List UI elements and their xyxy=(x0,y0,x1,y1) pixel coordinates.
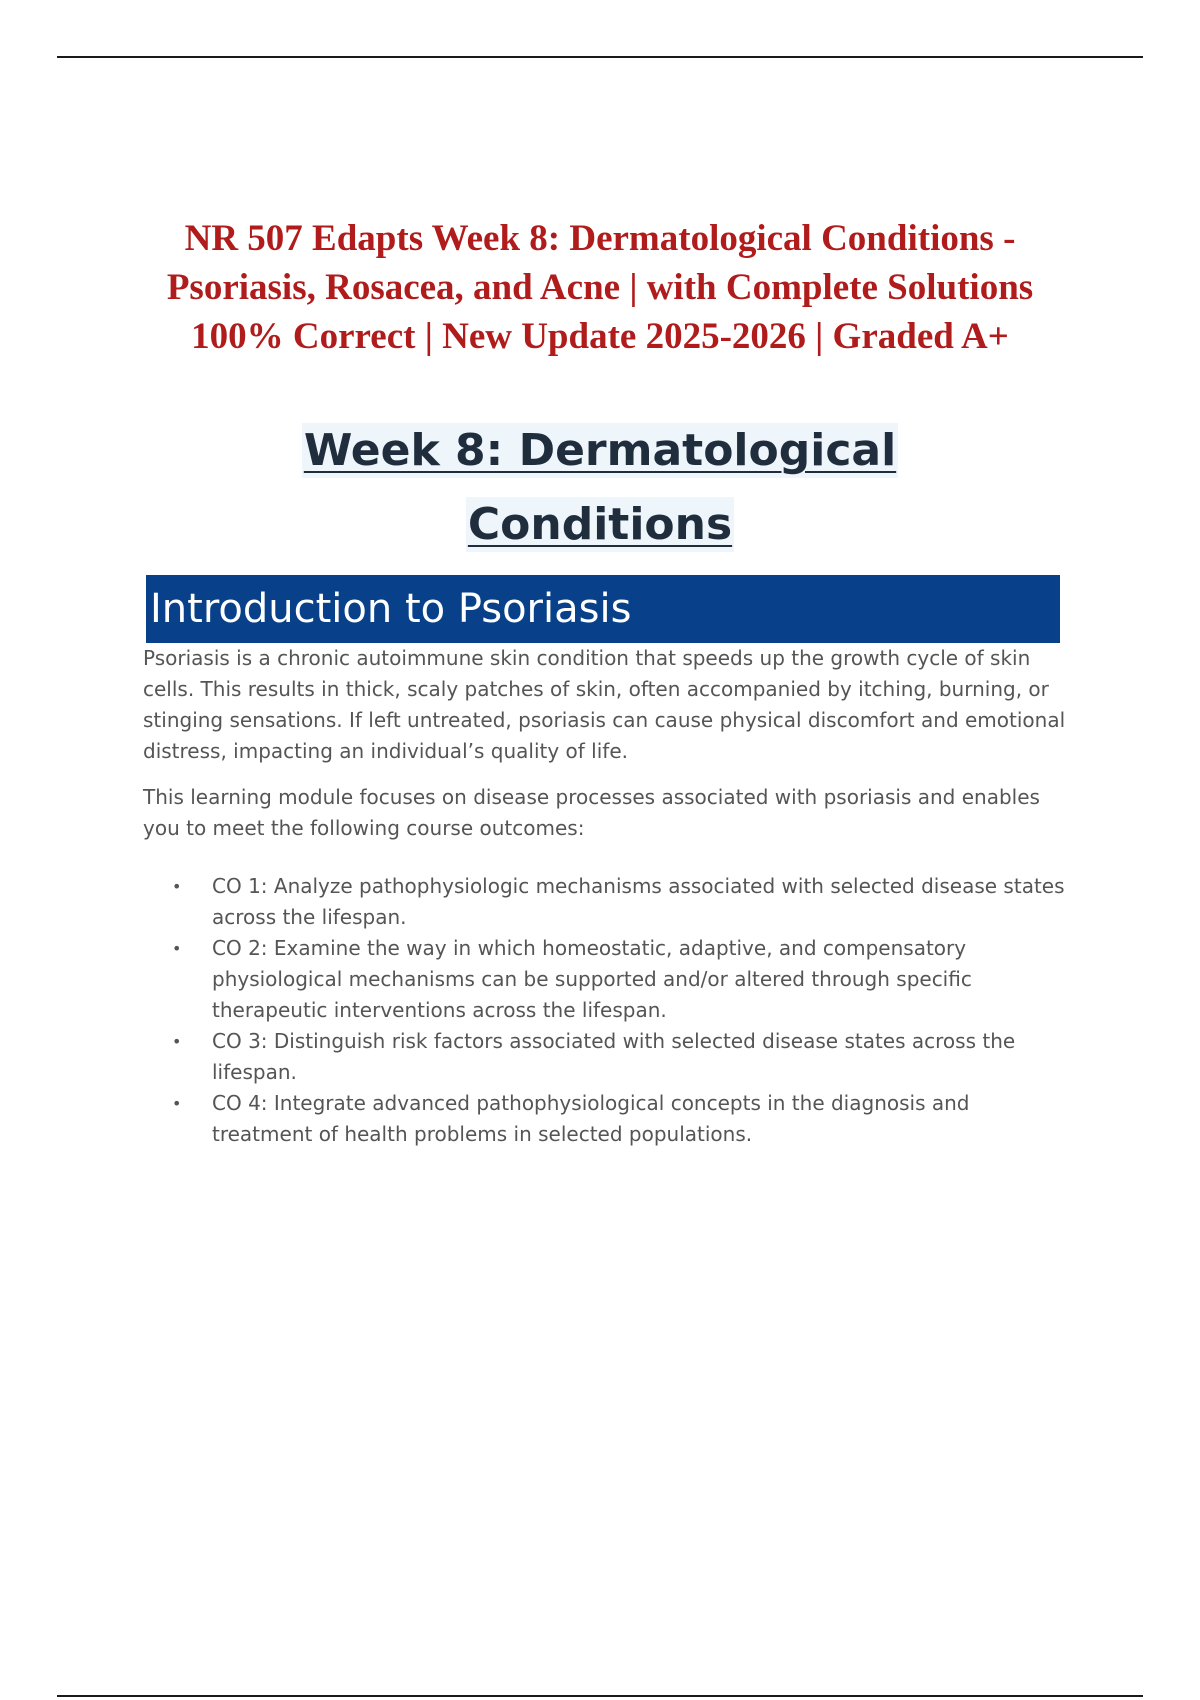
course-outcomes-list xyxy=(172,871,1072,1150)
section-banner: Introduction to Psoriasis xyxy=(146,575,1060,643)
week-heading xyxy=(200,414,1000,562)
document-title: NR 507 Edapts Week 8: Dermatological Conditions - Psoriasis, Rosacea, and Acne | with Complete Solutions 100% Correct | New Update 2025-2026 | Graded A+ xyxy=(166,218,1034,357)
list-item xyxy=(172,871,1072,933)
list-item xyxy=(172,1026,1072,1088)
outcome-text: CO 3: Distinguish risk factors associated with selected disease states across the lifespan. xyxy=(212,1029,1016,1084)
module-paragraph: This learning module focuses on disease processes associated with psoriasis and enables you to meet the following course outcomes: xyxy=(143,785,1040,840)
list-item xyxy=(172,1088,1072,1150)
bullet-icon: • xyxy=(172,939,182,958)
outcome-text: CO 4: Integrate advanced pathophysiological concepts in the diagnosis and treatment of health problems in selected populations. xyxy=(212,1091,970,1146)
bullet-icon: • xyxy=(172,1032,182,1051)
bullet-icon: • xyxy=(172,1094,182,1113)
outcome-text: CO 1: Analyze pathophysiologic mechanisms associated with selected disease states across the lifespan. xyxy=(212,874,1065,929)
week-heading-text: Week 8: Dermatological Conditions xyxy=(303,425,897,550)
outcome-text: CO 2: Examine the way in which homeostatic, adaptive, and compensatory physiological mechanisms can be supported and/or altered through specific therapeutic interventions across the lifespan. xyxy=(212,936,972,1022)
list-item xyxy=(172,933,1072,1026)
top-divider xyxy=(57,56,1143,58)
bullet-icon: • xyxy=(172,877,182,896)
intro-paragraph: Psoriasis is a chronic autoimmune skin condition that speeds up the growth cycle of skin cells. This results in thick, scaly patches of skin, often accompanied by itching, burning, or stinging sensations. If left untreated, psoriasis can cause physical discomfort and emotional distress, impacting an individual’s quality of life. xyxy=(143,646,1066,763)
bottom-divider xyxy=(57,1695,1143,1697)
